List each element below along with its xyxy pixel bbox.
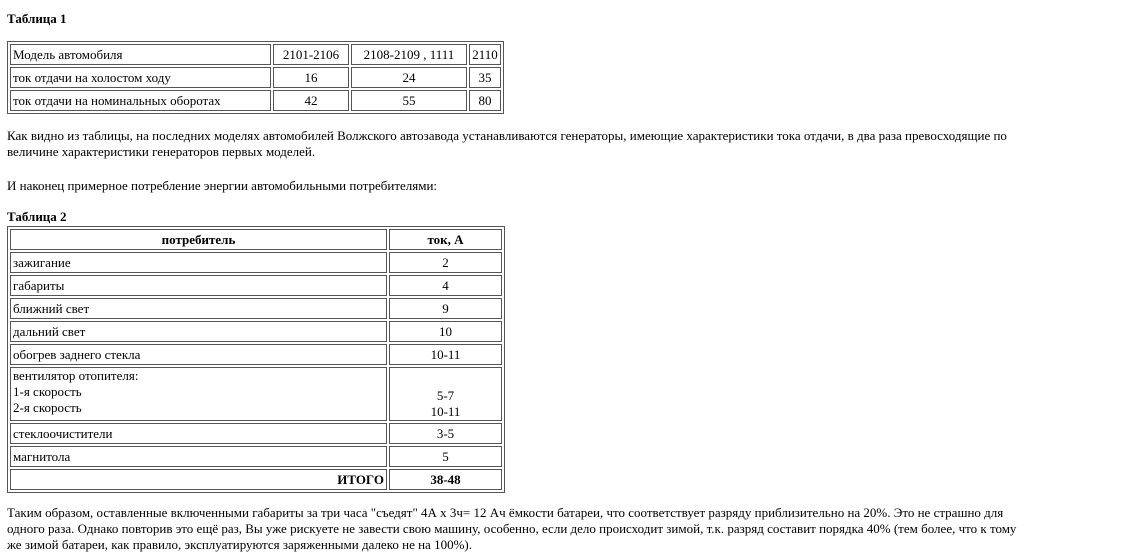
- row-label: магнитола: [10, 446, 387, 467]
- cell-value: 4: [389, 275, 502, 296]
- paragraph-line: Как видно из таблицы, на последних моделях автомобилей Волжского автозавода устанавливаются генераторы, имеющие характеристики тока отдачи, в два раза превосходящие по: [7, 128, 1007, 143]
- table-row: [10, 298, 502, 319]
- paragraph-line: Таким образом, оставленные включенными габариты за три часа "съедят" 4А х 3ч= 12 Ач ёмкости батареи, что соответствует разряду приблизительно на 20%. Это не страшно для: [7, 505, 1004, 520]
- generator-current-table: [7, 41, 504, 114]
- row-label: ближний свет: [10, 298, 387, 319]
- fan-speed2-value: 10-11: [430, 404, 461, 419]
- table-row: [10, 90, 501, 111]
- table-header-row: [10, 229, 502, 250]
- fan-speed2-label: 2-я скорость: [13, 400, 82, 415]
- total-value: 38-48: [389, 469, 502, 490]
- paragraph-intro-consumers: И наконец примерное потребление энергии автомобильными потребителями:: [7, 178, 438, 193]
- header-cell-model: Модель автомобиля: [10, 44, 271, 65]
- paragraph-conclusion: [7, 505, 1135, 553]
- paragraph-line: одного раза. Однако повторив это ещё раз, Вы уже рискуете не завести свою машину, особенно, если дело происходит зимой, т.к. разряд составит порядка 40% (тем более, что к тому: [7, 521, 1017, 536]
- header-cell-2110: 2110: [469, 44, 501, 65]
- header-cell-consumer: потребитель: [10, 229, 387, 250]
- cell-value: 10-11: [389, 344, 502, 365]
- cell-value: 9: [389, 298, 502, 319]
- table-total-row: [10, 469, 502, 490]
- table2-caption: Таблица 2: [7, 209, 67, 224]
- cell-value: 10: [389, 321, 502, 342]
- header-cell-current: ток, А: [389, 229, 502, 250]
- cell-value: 16: [273, 67, 349, 88]
- row-label: обогрев заднего стекла: [10, 344, 387, 365]
- fan-value-cell: [389, 367, 502, 421]
- table-row: [10, 252, 502, 273]
- table1-caption: Таблица 1: [7, 11, 67, 26]
- row-label: зажигание: [10, 252, 387, 273]
- cell-value: 80: [469, 90, 501, 111]
- fan-title: вентилятор отопителя:: [13, 368, 139, 383]
- paragraph-line: же зимой батареи, как правило, эксплуатируются заряженными далеко не на 100%).: [7, 537, 472, 552]
- row-label: ток отдачи на холостом ходу: [10, 67, 271, 88]
- table-row: [10, 423, 502, 444]
- cell-value: 24: [351, 67, 467, 88]
- table-row: [10, 67, 501, 88]
- table-row: [10, 446, 502, 467]
- header-cell-2101-2106: 2101-2106: [273, 44, 349, 65]
- cell-value: 2: [389, 252, 502, 273]
- cell-value: 5: [389, 446, 502, 467]
- row-label: дальний свет: [10, 321, 387, 342]
- header-cell-2108-2109: 2108-2109 , 1111: [351, 44, 467, 65]
- table-row: [10, 275, 502, 296]
- table-row: [10, 321, 502, 342]
- table-row: [10, 344, 502, 365]
- row-label: габариты: [10, 275, 387, 296]
- paragraph-comparison: [7, 128, 1135, 160]
- cell-value: 35: [469, 67, 501, 88]
- total-label: ИТОГО: [10, 469, 387, 490]
- table-row-fan: [10, 367, 502, 421]
- cell-value: 55: [351, 90, 467, 111]
- consumer-current-table: [7, 226, 505, 493]
- fan-label-cell: [10, 367, 387, 421]
- row-label: ток отдачи на номинальных оборотах: [10, 90, 271, 111]
- fan-speed1-label: 1-я скорость: [13, 384, 82, 399]
- cell-value: 3-5: [389, 423, 502, 444]
- fan-speed1-value: 5-7: [436, 388, 455, 403]
- row-label: стеклоочистители: [10, 423, 387, 444]
- cell-value: 42: [273, 90, 349, 111]
- paragraph-line: величине характеристики генераторов первых моделей.: [7, 144, 316, 159]
- table-header-row: [10, 44, 501, 65]
